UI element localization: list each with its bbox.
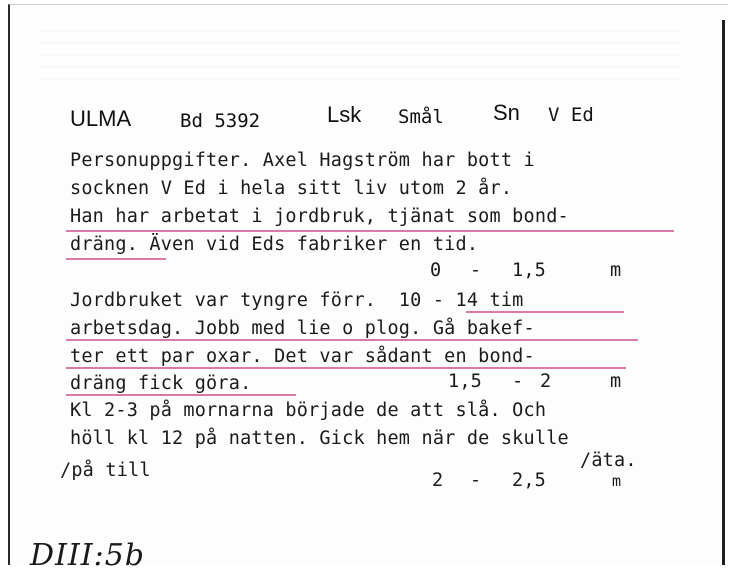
highlight-underline [66,367,626,369]
text-line: Jordbruket var tyngre förr. 10 - 14 tim [70,290,524,311]
handwritten-signum: DIII:5b [30,538,146,573]
text-line: dräng. Även vid Eds fabriker en tid. [70,234,479,255]
measure-dash: - [512,371,524,392]
socken-label: Sn [493,100,520,125]
card-edge [722,20,725,565]
text-line: höll kl 12 på natten. Gick hem när de skulle [70,428,569,449]
measure-to: 2 [540,371,552,392]
text-line: ter ett par oxar. Det var sådant en bond- [70,346,535,367]
measure-to: 2,5 [512,470,547,491]
text-line: dräng fick göra. [70,373,252,394]
text-line: Personuppgifter. Axel Hagström har bott i [70,150,535,171]
highlight-underline [66,258,166,260]
measure-from: 1,5 [448,371,483,392]
text-line: /äta. [580,450,637,471]
landskap-value: Smål [398,106,444,128]
measure-to: 1,5 [512,260,547,281]
measure-dash: - [470,470,482,491]
measure-from: 2 [432,470,444,491]
faint-back-text [40,30,680,90]
measure-unit: m [610,260,622,281]
text-line: arbetsdag. Jobb med lie o plog. Gå bakef- [70,318,535,339]
measure-from: 0 [430,260,442,281]
text-line: Han har arbetat i jordbruk, tjänat som bond- [70,206,569,227]
archive-label: ULMA [70,106,132,131]
socken-value: V Ed [548,104,594,126]
highlight-underline [66,394,296,396]
measure-dash: - [470,260,482,281]
landskap-label: Lsk [327,102,362,127]
highlight-underline [466,311,624,313]
measure-unit: m [612,472,622,490]
highlight-underline [66,230,674,232]
highlight-underline [66,339,638,341]
measure-unit: m [610,371,622,392]
volume-number: Bd 5392 [180,110,261,132]
text-line: /på till [60,460,151,481]
text-line: socknen V Ed i hela sitt liv utom 2 år. [70,178,513,199]
text-line: Kl 2-3 på mornarna började de att slå. Och [70,400,547,421]
